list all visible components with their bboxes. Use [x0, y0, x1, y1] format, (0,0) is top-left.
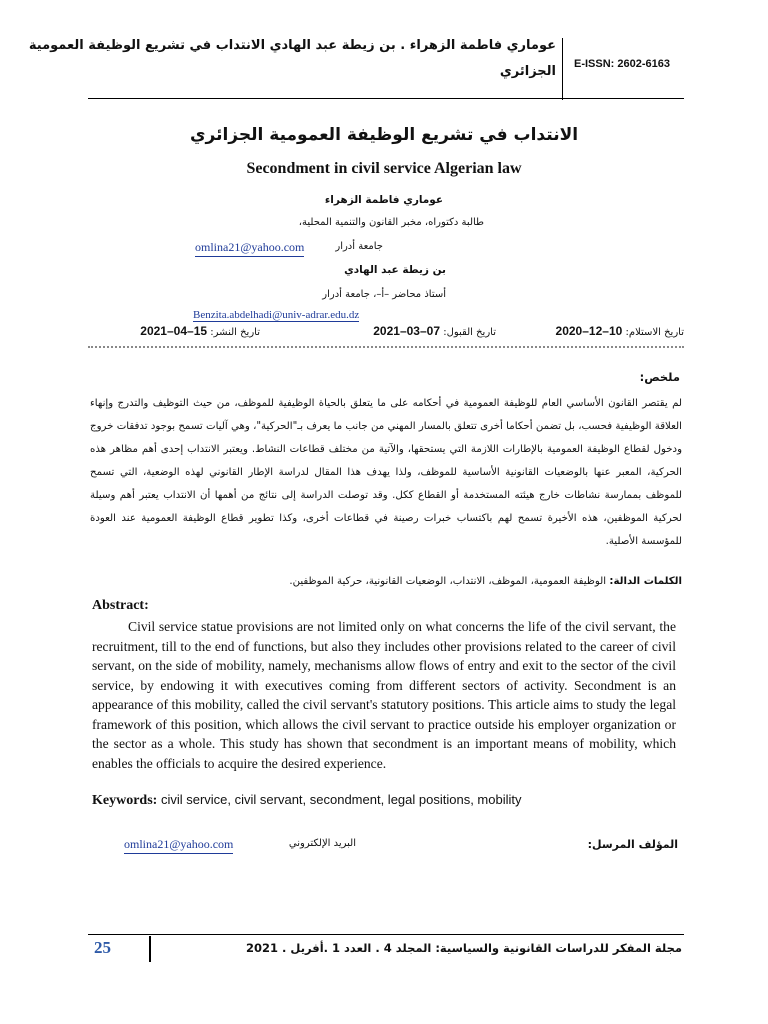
- arabic-keywords-label: الكلمات الدالة:: [609, 576, 682, 587]
- author-2-affiliation: أستاذ محاضر –أ–، جامعة أدرار: [322, 289, 446, 300]
- issn: E-ISSN: 2602-6163: [574, 58, 670, 70]
- date-published: [140, 324, 260, 338]
- english-abstract-label: Abstract:: [92, 598, 149, 613]
- footer-rule: [88, 934, 684, 935]
- date-accepted: [373, 324, 496, 338]
- dotted-separator: [88, 346, 684, 348]
- corresponding-email-link[interactable]: omlina21@yahoo.com: [124, 837, 233, 854]
- english-keywords-label: Keywords:: [92, 793, 158, 808]
- author-2-name: بن زيطة عبد الهادي: [344, 264, 446, 276]
- date-accepted-value: 07–03–2021: [373, 324, 441, 338]
- page-number: 25: [94, 938, 111, 957]
- corresponding-email-label: البريد الإلكتروني: [288, 838, 356, 849]
- date-accepted-label: تاريخ القبول:: [443, 327, 496, 338]
- date-received-value: 10–12–2020: [555, 324, 623, 338]
- author-1-email-link[interactable]: omlina21@yahoo.com: [195, 240, 304, 257]
- english-keywords: [92, 792, 521, 809]
- english-title: Secondment in civil service Algerian law: [246, 160, 522, 177]
- footer-divider: [149, 936, 151, 962]
- author-1-affiliation: طالبة دكتوراه، مخبر القانون والتنمية المحلية،: [298, 217, 484, 228]
- author-1-name: عوماري فاطمة الزهراء: [324, 194, 444, 206]
- author-2-email-link[interactable]: Benzita.abdelhadi@univ-adrar.edu.dz: [193, 309, 360, 321]
- header-divider: [562, 38, 563, 100]
- corresponding-author-label: المؤلف المرسل:: [587, 838, 678, 851]
- english-abstract-text: Civil service statue provisions are not limited only on what concerns the life of the civil servant, the recruitment, till to the end of functions, but also they includes other provisions related to the career of civil servant, on the side of mobility, namely, mechanisms allow flows of entry and exit to the sector of the civil service, by endowing it with executives coming from different sectors of activity. Secondment is an appearance of this mobility, called the civil servant's statutory positions. This article aims to study the legal framework of this position, which allows the civil servant to practice outside his employer organization or the sector as a whole. This study has shown that secondment is an important means of mobility, which enables the officials to acquire the desired experience.: [92, 619, 676, 771]
- date-published-value: 15–04–2021: [140, 324, 208, 338]
- arabic-abstract-label: ملخص:: [639, 370, 680, 384]
- date-received-label: تاريخ الاستلام:: [625, 327, 684, 338]
- header-rule: [88, 98, 684, 99]
- english-keywords-list: civil service, civil servant, secondment, legal positions, mobility: [160, 792, 522, 807]
- journal-citation: مجلة المفكر للدراسات القانونية والسياسية: المجلد 4 . العدد 1 .أفريل . 2021: [246, 941, 682, 955]
- arabic-keywords: [289, 576, 682, 587]
- author-1-university: جامعة أدرار: [335, 241, 383, 252]
- date-received: [556, 324, 684, 338]
- arabic-keywords-list: الوظيفة العمومية، الموظف، الانتداب، الوضعيات القانونية، حركية الموظفين.: [289, 576, 607, 587]
- date-published-label: تاريخ النشر:: [210, 327, 260, 338]
- running-title: عوماري فاطمة الزهراء . بن زيطة عبد الهادي الانتداب في تشريع الوظيفة العمومية: [28, 38, 556, 53]
- arabic-title: الانتداب في تشريع الوظيفة العمومية الجزائري: [189, 125, 579, 145]
- arabic-abstract-text: لم يقتصر القانون الأساسي العام للوظيفة العمومية في أحكامه على ما يتعلق بالحياة الوظيفية للموظف، من حيث التوظيف والتدرج وإنهاء العلاقة الوظيفية فحسب، بل تضمن أحكاما أخرى تتعلق بالمسار المهني من جانب ما يعرف بـ"الحركية"، وهي آليات تسمح بوجود تدفقات خروج ودخول لقطاع الوظيفة العمومية بالإطارات اللازمة التي يستحقها، والآتية من مختلف قطاعات النشاط. ويعتبر الانتداب إحدى أهم مظاهر هذه الحركية، المعبر عنها بالوضعيات القانونية الأساسية للموظف، ولذا يهدف هذا المقال لدراسة الإطار القانوني لهذه الوضعية، التي تسمح للموظف بممارسة نشاطات خارج هيئته المستخدمة أو القطاع ككل. وقد توصلت الدراسة إلى نتائج من أهمها أن الانتداب يعتبر أهم وسيلة لحركية الموظفين، هذه الأخيرة تسمح لهم باكتساب خبرات رصينة في قطاعات أخرى، وكذا تطوير قطاع الوظيفة العمومية عند العودة للمؤسسة الأصلية.: [90, 398, 682, 547]
- running-title-continued: الجزائري: [499, 64, 556, 79]
